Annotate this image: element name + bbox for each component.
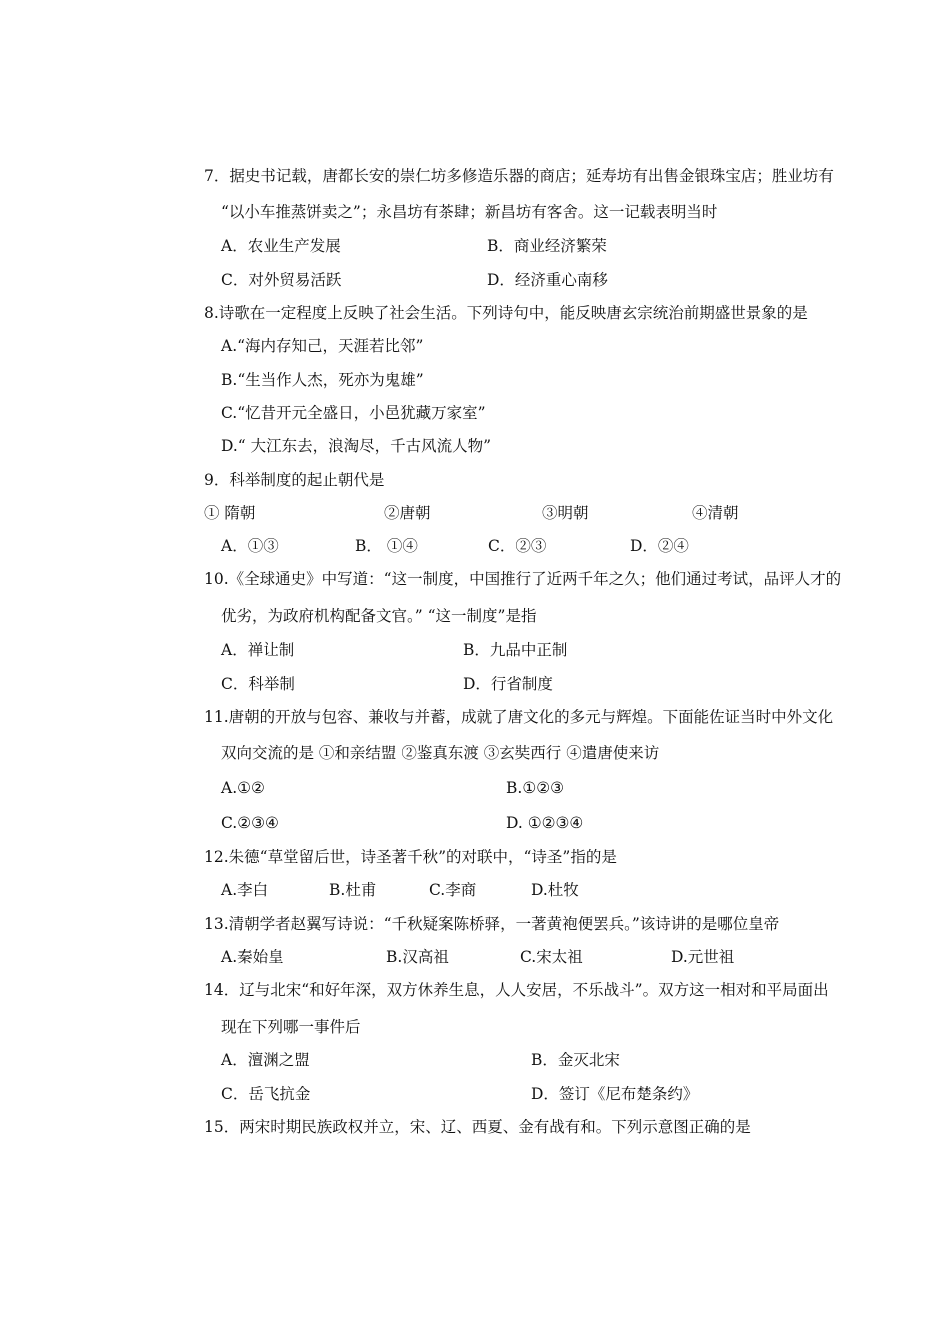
q12-option-d: D.杜牧 [531, 881, 579, 899]
q9-item-1: ① 隋朝 [204, 504, 256, 522]
q13-stem: 13.清朝学者赵翼写诗说：“千秋疑案陈桥驿，一著黄袍便罢兵。”该诗讲的是哪位皇帝 [204, 915, 780, 933]
q11-stem-line-2: 双向交流的是 ①和亲结盟 ②鉴真东渡 ③玄奘西行 ④遣唐使来访 [221, 744, 660, 762]
q7-option-d: D．经济重心南移 [487, 271, 608, 289]
q14-stem-line-2: 现在下列哪一事件后 [221, 1018, 361, 1036]
q7-option-c: C．对外贸易活跃 [221, 271, 342, 289]
q9-option-c: C．②③ [488, 537, 547, 555]
q10-stem-line-2: 优劣，为政府机构配备文官。” “这一制度”是指 [221, 607, 537, 625]
q10-option-c: C．科举制 [221, 675, 295, 693]
q11-option-b: B.①②③ [506, 779, 565, 797]
q9-option-b: B． ①④ [355, 537, 418, 555]
q9-stem: 9．科举制度的起止朝代是 [204, 471, 385, 489]
q7-stem-line-1: 7．据史书记载，唐都长安的崇仁坊多修造乐器的商店；延寿坊有出售金银珠宝店；胜业坊有 [204, 167, 834, 185]
q11-option-a: A.①② [221, 779, 265, 797]
q13-option-c: C.宋太祖 [520, 948, 583, 966]
q11-option-c: C.②③④ [221, 814, 279, 832]
q11-option-d: D. ①②③④ [506, 814, 584, 832]
q12-option-c: C.李商 [429, 881, 477, 899]
q13-option-a: A.秦始皇 [221, 948, 284, 966]
q15-stem: 15．两宋时期民族政权并立，宋、辽、西夏、金有战有和。下列示意图正确的是 [204, 1118, 751, 1136]
q8-option-a: A.“海内存知己，天涯若比邻” [221, 337, 424, 355]
q10-option-a: A．禅让制 [221, 641, 295, 659]
q9-option-d: D．②④ [630, 537, 689, 555]
q12-option-a: A.李白 [221, 881, 269, 899]
q14-option-d: D．签订《尼布楚条约》 [531, 1085, 699, 1103]
q10-option-b: B．九品中正制 [463, 641, 568, 659]
q8-stem: 8.诗歌在一定程度上反映了社会生活。下列诗句中，能反映唐玄宗统治前期盛世景象的是 [204, 304, 808, 322]
q12-stem: 12.朱德“草堂留后世，诗圣著千秋”的对联中，“诗圣”指的是 [204, 848, 617, 866]
q13-option-d: D.元世祖 [671, 948, 735, 966]
q14-option-b: B．金灭北宋 [531, 1051, 620, 1069]
q10-option-d: D．行省制度 [463, 675, 553, 693]
q9-item-3: ③明朝 [542, 504, 589, 522]
q8-option-b: B.“生当作人杰，死亦为鬼雄” [221, 371, 424, 389]
q7-stem-line-2: “以小车推蒸饼卖之”；永昌坊有茶肆；新昌坊有客舍。这一记载表明当时 [221, 203, 718, 221]
q7-option-b: B．商业经济繁荣 [487, 237, 607, 255]
q10-stem-line-1: 10.《全球通史》中写道：“这一制度，中国推行了近两千年之久；他们通过考试，品评人才的 [204, 570, 842, 588]
q9-option-a: A．①③ [221, 537, 279, 555]
q8-option-d: D.“ 大江东去，浪淘尽，千古风流人物” [221, 437, 492, 455]
q9-item-4: ④清朝 [692, 504, 739, 522]
q13-option-b: B.汉高祖 [386, 948, 449, 966]
q14-stem-line-1: 14．辽与北宋“和好年深，双方休养生息，人人安居，不乐战斗”。双方这一相对和平局面出 [204, 981, 829, 999]
q11-stem-line-1: 11.唐朝的开放与包容、兼收与并蓄，成就了唐文化的多元与辉煌。下面能佐证当时中外文化 [204, 708, 834, 726]
q9-item-2: ②唐朝 [384, 504, 431, 522]
q14-option-c: C．岳飞抗金 [221, 1085, 311, 1103]
q7-option-a: A．农业生产发展 [221, 237, 341, 255]
q12-option-b: B.杜甫 [329, 881, 377, 899]
q14-option-a: A．澶渊之盟 [221, 1051, 310, 1069]
q8-option-c: C.“忆昔开元全盛日，小邑犹藏万家室” [221, 404, 486, 422]
